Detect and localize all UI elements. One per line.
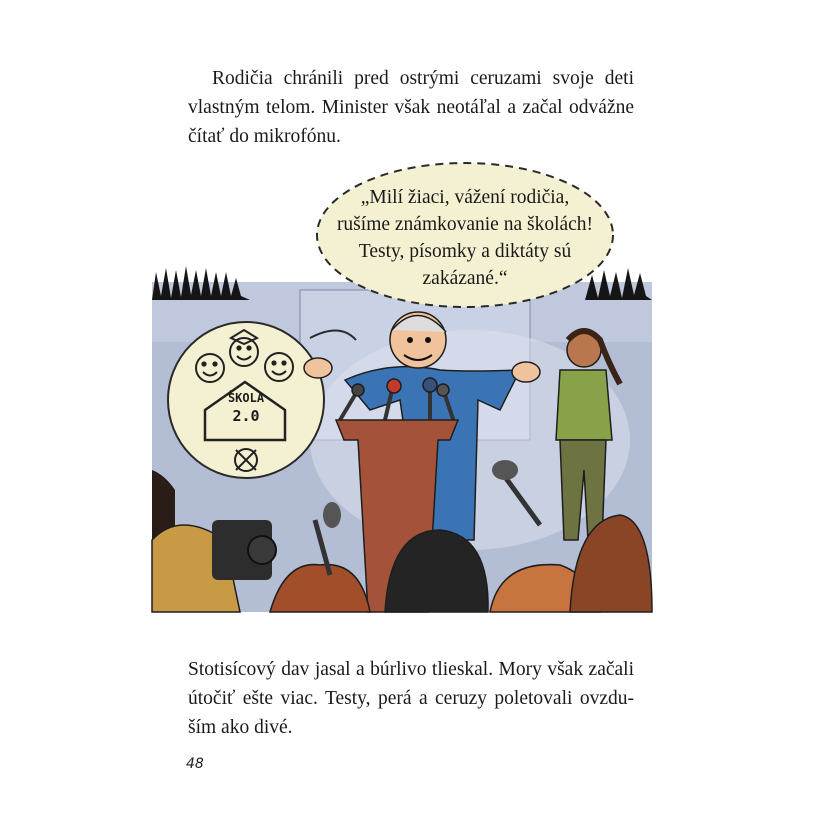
speech-line: zakázané.“ (422, 268, 508, 289)
school-sign (219, 389, 273, 425)
speech-line: rušíme známkovanie na školách! (336, 214, 594, 235)
paragraph-line: Stotisícový dav jasal a búrlivo tlieskal. Mory však začali (188, 659, 634, 680)
paragraph-line: útočiť ešte viac. Testy, perá a ceruzy poletovali ovzdu- (188, 688, 634, 709)
speech-line: „Milí žiaci, vážení rodičia, (360, 187, 570, 208)
paragraph-line: ším ako divé. (188, 717, 293, 738)
paragraph-bottom (188, 655, 634, 742)
paragraph-line: čítať do mikrofónu. (188, 126, 341, 147)
paragraph-line: Rodičia chránili pred ostrými ceruzami svoje deti (212, 68, 634, 89)
paragraph-line: vlastným telom. Minister však neotáľal a začal odvážne (188, 97, 634, 118)
page-number: 48 (186, 756, 204, 772)
school-sign-version: 2.0 (232, 407, 260, 425)
school-sign-name: ŠKOLA (227, 391, 265, 405)
speech-bubble-text (322, 184, 608, 292)
speech-line: Testy, písomky a diktáty sú (358, 241, 572, 262)
